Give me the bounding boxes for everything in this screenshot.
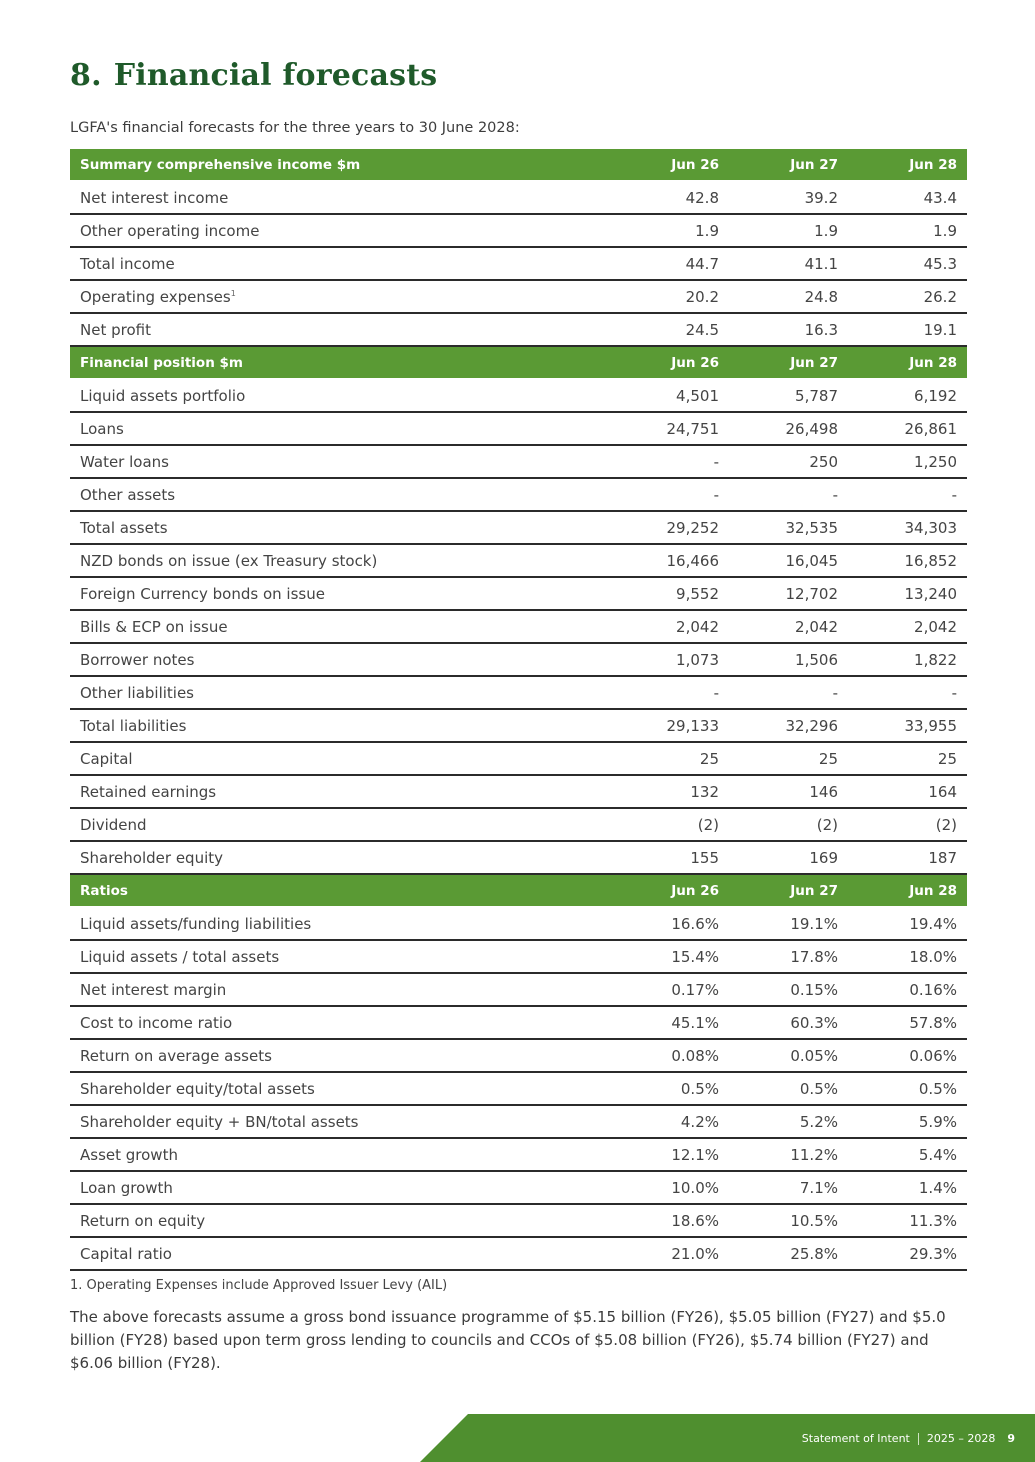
- row-value: 25: [610, 742, 729, 775]
- row-label: [70, 511, 610, 544]
- row-label-text: Bills & ECP on issue: [80, 617, 228, 636]
- row-label: [70, 313, 610, 346]
- row-value: 20.2: [610, 280, 729, 313]
- row-value: 6,192: [848, 379, 967, 412]
- section-heading: Financial position $m: [70, 346, 610, 379]
- row-value: 19.1: [848, 313, 967, 346]
- row-value: 26,498: [729, 412, 848, 445]
- row-value: 5.4%: [848, 1138, 967, 1171]
- row-value: (2): [848, 808, 967, 841]
- table-row: [70, 775, 967, 808]
- footer-period: 2025 – 2028: [926, 1432, 996, 1445]
- table-row: [70, 1171, 967, 1204]
- row-value: 18.0%: [848, 940, 967, 973]
- footer-divider: [918, 1433, 919, 1445]
- row-value: 17.8%: [729, 940, 848, 973]
- row-value: 11.3%: [848, 1204, 967, 1237]
- row-value: 16,466: [610, 544, 729, 577]
- column-header: Jun 28: [848, 346, 967, 379]
- row-value: 1,073: [610, 643, 729, 676]
- row-value: 29.3%: [848, 1237, 967, 1270]
- row-value: 19.1%: [729, 907, 848, 940]
- row-value: 0.08%: [610, 1039, 729, 1072]
- table-row: [70, 313, 967, 346]
- table-row: [70, 214, 967, 247]
- row-label-text: Net profit: [80, 320, 151, 339]
- section-heading: Summary comprehensive income $m: [70, 149, 610, 181]
- page-title: [70, 58, 437, 93]
- row-label: [70, 610, 610, 643]
- financial-forecast-table: [70, 149, 967, 1271]
- row-label-text: Net interest margin: [80, 980, 227, 999]
- table-row: [70, 1138, 967, 1171]
- row-value: 32,296: [729, 709, 848, 742]
- row-label-text: Retained earnings: [80, 782, 217, 801]
- row-label-text: Total liabilities: [80, 716, 187, 735]
- row-label: [70, 709, 610, 742]
- row-value: (2): [610, 808, 729, 841]
- table-row: [70, 1039, 967, 1072]
- row-value: 5.2%: [729, 1105, 848, 1138]
- row-value: 1.9: [848, 214, 967, 247]
- row-label-text: Other operating income: [80, 221, 260, 240]
- row-label: [70, 1105, 610, 1138]
- row-value: 29,252: [610, 511, 729, 544]
- row-label-text: Asset growth: [80, 1145, 178, 1164]
- row-label: [70, 544, 610, 577]
- row-label-text: Liquid assets / total assets: [80, 947, 280, 966]
- row-label-text: Liquid assets portfolio: [80, 386, 246, 405]
- row-value: 45.1%: [610, 1006, 729, 1039]
- row-label-text: Cost to income ratio: [80, 1013, 233, 1032]
- row-label: [70, 445, 610, 478]
- table-row: [70, 676, 967, 709]
- row-value: 0.5%: [848, 1072, 967, 1105]
- table-row: [70, 940, 967, 973]
- row-value: 4.2%: [610, 1105, 729, 1138]
- row-value: 155: [610, 841, 729, 874]
- row-value: 9,552: [610, 577, 729, 610]
- row-label-text: Shareholder equity/total assets: [80, 1079, 315, 1098]
- table-row: [70, 841, 967, 874]
- column-header: Jun 28: [848, 149, 967, 181]
- table-row: [70, 973, 967, 1006]
- row-value: 2,042: [610, 610, 729, 643]
- row-value: 24,751: [610, 412, 729, 445]
- row-label: [70, 1237, 610, 1270]
- intro-text: LGFA's financial forecasts for the three years to 30 June 2028:: [70, 120, 520, 136]
- table-body: [70, 149, 967, 1270]
- table-row: [70, 709, 967, 742]
- row-value: 39.2: [729, 181, 848, 214]
- row-value: 32,535: [729, 511, 848, 544]
- footer: [802, 1432, 1015, 1445]
- row-label-text: Return on average assets: [80, 1046, 272, 1065]
- page-number: 9: [1007, 1432, 1015, 1445]
- section-number: 8.: [70, 58, 102, 93]
- row-label: [70, 676, 610, 709]
- row-label: [70, 940, 610, 973]
- row-value: 1.4%: [848, 1171, 967, 1204]
- row-label-text: Other assets: [80, 485, 176, 504]
- row-label-text: Loans: [80, 419, 124, 438]
- column-header: Jun 27: [729, 874, 848, 907]
- row-value: 1,506: [729, 643, 848, 676]
- row-label: [70, 247, 610, 280]
- row-value: 1.9: [610, 214, 729, 247]
- row-label: [70, 1138, 610, 1171]
- column-header: Jun 27: [729, 346, 848, 379]
- row-value: -: [610, 445, 729, 478]
- row-value: 11.2%: [729, 1138, 848, 1171]
- row-value: 10.0%: [610, 1171, 729, 1204]
- column-header: Jun 28: [848, 874, 967, 907]
- column-header: Jun 26: [610, 346, 729, 379]
- section-heading: Ratios: [70, 874, 610, 907]
- row-value: 132: [610, 775, 729, 808]
- row-value: 12.1%: [610, 1138, 729, 1171]
- row-value: 26,861: [848, 412, 967, 445]
- row-value: 164: [848, 775, 967, 808]
- row-value: 12,702: [729, 577, 848, 610]
- row-label: [70, 1072, 610, 1105]
- footnote: 1. Operating Expenses include Approved Issuer Levy (AIL): [70, 1278, 448, 1293]
- row-label-text: Loan growth: [80, 1178, 173, 1197]
- row-value: 25.8%: [729, 1237, 848, 1270]
- row-value: 25: [848, 742, 967, 775]
- row-value: -: [610, 676, 729, 709]
- row-value: 19.4%: [848, 907, 967, 940]
- row-value: 44.7: [610, 247, 729, 280]
- row-value: 43.4: [848, 181, 967, 214]
- row-label: [70, 1204, 610, 1237]
- row-value: 2,042: [848, 610, 967, 643]
- section-header-row: [70, 346, 967, 379]
- row-value: 4,501: [610, 379, 729, 412]
- table-row: [70, 1105, 967, 1138]
- table-row: [70, 280, 967, 313]
- row-value: -: [848, 676, 967, 709]
- row-label: [70, 1039, 610, 1072]
- row-value: (2): [729, 808, 848, 841]
- row-value: 25: [729, 742, 848, 775]
- table-row: [70, 577, 967, 610]
- table-row: [70, 1204, 967, 1237]
- row-value: -: [610, 478, 729, 511]
- table-row: [70, 247, 967, 280]
- row-label: [70, 412, 610, 445]
- row-label: [70, 742, 610, 775]
- row-value: 33,955: [848, 709, 967, 742]
- row-label-text: Shareholder equity: [80, 848, 224, 867]
- column-header: Jun 26: [610, 149, 729, 181]
- row-value: 0.17%: [610, 973, 729, 1006]
- row-value: 169: [729, 841, 848, 874]
- row-value: 26.2: [848, 280, 967, 313]
- row-value: 7.1%: [729, 1171, 848, 1204]
- row-label-text: Capital ratio: [80, 1244, 172, 1263]
- table-row: [70, 1237, 967, 1270]
- row-value: 21.0%: [610, 1237, 729, 1270]
- row-label-text: Total assets: [80, 518, 168, 537]
- table-row: [70, 511, 967, 544]
- row-label: [70, 181, 610, 214]
- table-row: [70, 379, 967, 412]
- table-row: [70, 445, 967, 478]
- row-value: 5,787: [729, 379, 848, 412]
- row-value: 1.9: [729, 214, 848, 247]
- column-header: Jun 26: [610, 874, 729, 907]
- row-label: [70, 973, 610, 1006]
- row-value: 16,852: [848, 544, 967, 577]
- section-header-row: [70, 874, 967, 907]
- row-label-text: Capital: [80, 749, 133, 768]
- footnote-marker: 1: [230, 288, 236, 298]
- row-value: -: [848, 478, 967, 511]
- table-row: [70, 544, 967, 577]
- row-value: 1,822: [848, 643, 967, 676]
- row-value: 250: [729, 445, 848, 478]
- table-row: [70, 181, 967, 214]
- table-row: [70, 742, 967, 775]
- table-row: [70, 412, 967, 445]
- row-label: [70, 841, 610, 874]
- row-value: 0.15%: [729, 973, 848, 1006]
- row-label-text: Net interest income: [80, 188, 229, 207]
- row-value: -: [729, 676, 848, 709]
- table-row: [70, 610, 967, 643]
- row-label-text: Liquid assets/funding liabilities: [80, 914, 312, 933]
- row-value: 60.3%: [729, 1006, 848, 1039]
- row-value: 41.1: [729, 247, 848, 280]
- row-value: 42.8: [610, 181, 729, 214]
- row-value: 0.5%: [610, 1072, 729, 1105]
- row-value: 0.16%: [848, 973, 967, 1006]
- row-label-text: Foreign Currency bonds on issue: [80, 584, 325, 603]
- row-value: 2,042: [729, 610, 848, 643]
- row-label: [70, 280, 610, 313]
- row-label-text: Dividend: [80, 815, 147, 834]
- row-value: 15.4%: [610, 940, 729, 973]
- section-header-row: [70, 149, 967, 181]
- row-value: 1,250: [848, 445, 967, 478]
- table-row: [70, 1072, 967, 1105]
- table-row: [70, 643, 967, 676]
- section-title: Financial forecasts: [113, 58, 438, 93]
- row-label: [70, 214, 610, 247]
- row-label-text: Borrower notes: [80, 650, 195, 669]
- row-value: 5.9%: [848, 1105, 967, 1138]
- row-label: [70, 379, 610, 412]
- row-value: 18.6%: [610, 1204, 729, 1237]
- row-label: [70, 478, 610, 511]
- assumptions-paragraph: The above forecasts assume a gross bond issuance programme of $5.15 billion (FY26), $5.05 billion (FY27) and $5.0 billion (FY28) based upon term gross lending to councils and CCOs of $5.08 billion (FY26), $5.74 billion (FY27) and $6.06 billion (FY28).: [70, 1308, 946, 1372]
- table-row: [70, 907, 967, 940]
- row-label-text: Other liabilities: [80, 683, 195, 702]
- row-label-text: Return on equity: [80, 1211, 206, 1230]
- row-value: 13,240: [848, 577, 967, 610]
- row-value: 29,133: [610, 709, 729, 742]
- footer-doc-title: Statement of Intent: [801, 1432, 910, 1445]
- column-header: Jun 27: [729, 149, 848, 181]
- row-label-text: Total income: [80, 254, 175, 273]
- row-label: [70, 907, 610, 940]
- row-value: 187: [848, 841, 967, 874]
- row-value: 0.05%: [729, 1039, 848, 1072]
- row-label: [70, 808, 610, 841]
- row-label: [70, 775, 610, 808]
- row-label-text: Operating expenses: [80, 287, 231, 306]
- row-value: 16.6%: [610, 907, 729, 940]
- row-value: 16,045: [729, 544, 848, 577]
- row-value: 34,303: [848, 511, 967, 544]
- row-label-text: NZD bonds on issue (ex Treasury stock): [80, 551, 378, 570]
- row-value: 24.8: [729, 280, 848, 313]
- row-value: 146: [729, 775, 848, 808]
- row-value: 16.3: [729, 313, 848, 346]
- row-value: 0.06%: [848, 1039, 967, 1072]
- row-value: 10.5%: [729, 1204, 848, 1237]
- row-value: 45.3: [848, 247, 967, 280]
- table-row: [70, 808, 967, 841]
- row-label: [70, 1006, 610, 1039]
- row-value: 57.8%: [848, 1006, 967, 1039]
- row-value: 0.5%: [729, 1072, 848, 1105]
- row-label-text: Shareholder equity + BN/total assets: [80, 1112, 359, 1131]
- row-value: -: [729, 478, 848, 511]
- table-row: [70, 1006, 967, 1039]
- row-value: 24.5: [610, 313, 729, 346]
- table-row: [70, 478, 967, 511]
- row-label: [70, 643, 610, 676]
- row-label: [70, 1171, 610, 1204]
- row-label: [70, 577, 610, 610]
- row-label-text: Water loans: [80, 452, 169, 471]
